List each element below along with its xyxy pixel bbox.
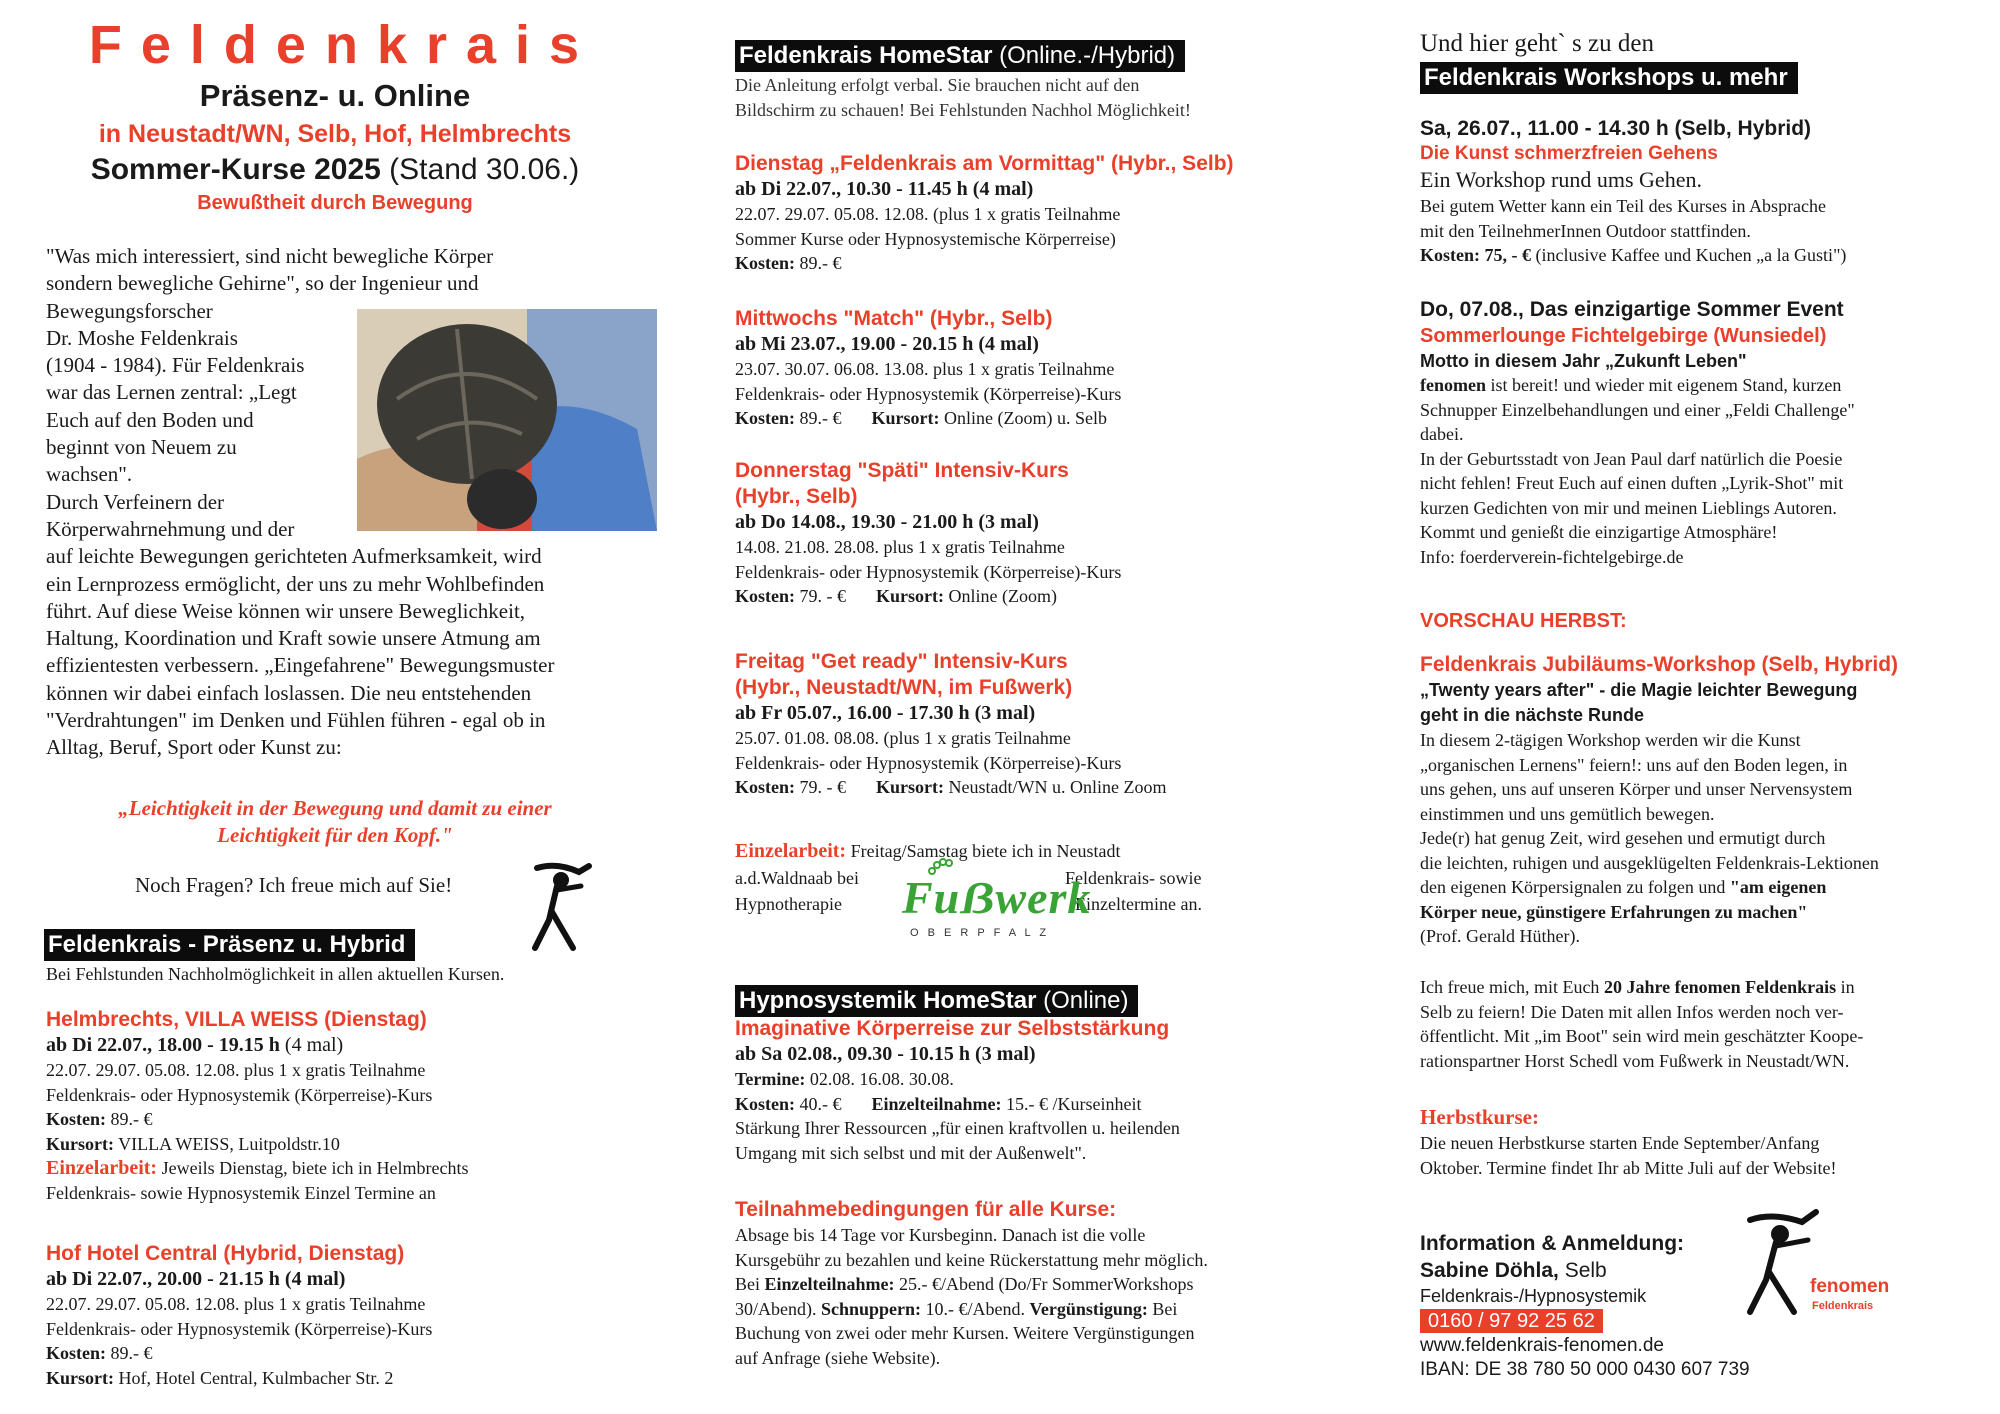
course-cost-place <box>735 775 1166 800</box>
course-helmbrechts <box>46 1007 469 1205</box>
intro-line: Alltag, Beruf, Sport oder Kunst zu: <box>46 735 342 760</box>
note-line: Bildschirm zu schauen! Bei Fehlstunden Nachhol Möglichkeit! <box>735 99 1191 120</box>
workshop-line: In der Geburtsstadt von Jean Paul darf natürlich die Poesie <box>1420 448 1843 469</box>
iban: IBAN: DE 38 780 50 000 0430 607 739 <box>1420 1359 1750 1380</box>
intro-line: "Was mich interessiert, sind nicht bewegliche Körper <box>46 244 494 268</box>
course-type: Feldenkrais- oder Hypnosystemik (Körperreise)-Kurs <box>46 1084 433 1105</box>
place-label: Kursort: <box>876 777 944 797</box>
workshop-line <box>1420 875 1898 900</box>
course-start: ab Do 14.08., 19.30 - 21.00 h (3 mal) <box>735 511 1039 533</box>
quote <box>0 795 670 849</box>
course-start: ab Fr 05.07., 16.00 - 17.30 h (3 mal) <box>735 702 1036 724</box>
workshop-sub: geht in die nächste Runde <box>1420 705 1645 725</box>
terms-text: Bei <box>1147 1298 1178 1319</box>
fusswerk-wordmark: Fuẞwerk <box>902 872 1092 923</box>
fusswerk-sub: O B E R P F A L Z <box>910 927 1050 939</box>
course-type: Feldenkrais- oder Hypnosystemik (Körperreise)-Kurs <box>735 561 1122 582</box>
anniversary <box>1420 975 1863 1073</box>
fenomen-logo <box>1742 1208 1902 1330</box>
workshop-line: kurzen Gedichten von mir und meinen Lieblings Autoren. <box>1420 497 1837 518</box>
intro-line: Euch auf den Boden und <box>46 407 254 432</box>
place-label: Kursort: <box>876 586 944 606</box>
contact-block <box>1420 1230 1750 1382</box>
cost-value: 89.- € <box>106 1343 153 1363</box>
intro-line: "Verdrahtungen" im Denken und Fühlen führen - egal ob in <box>46 708 546 733</box>
intro-line: können wir dabei einfach loslassen. Die neu entstehenden <box>46 680 532 705</box>
bar-workshops-label: Feldenkrais Workshops u. mehr <box>1420 62 1798 94</box>
bar-plain: (Online.-/Hybrid) <box>992 42 1176 69</box>
dates-value: 02.08. 16.08. 30.08. <box>805 1069 954 1089</box>
cost-value: (inclusive Kaffee und Kuchen „a la Gusti") <box>1531 245 1847 265</box>
workshop-sub: „Twenty years after" - die Magie leichter Bewegung <box>1420 680 1858 700</box>
course-type: Feldenkrais- oder Hypnosystemik (Körperreise)-Kurs <box>735 752 1122 773</box>
quote-line: „Leichtigkeit in der Bewegung und damit zu einer <box>118 796 552 820</box>
terms-bold: Schnuppern: <box>820 1298 922 1319</box>
fenomen-sub: Feldenkrais <box>1812 1300 1874 1312</box>
workshop-line: Körper neue, günstigere Erfahrungen zu machen" <box>1420 901 1808 922</box>
anniv-line: Selb zu feiern! Die Daten mit allen Infos werden noch ver- <box>1420 1001 1844 1022</box>
single-value-2: Feldenkrais- sowie Hypnosystemik Einzel Termine an <box>46 1182 436 1203</box>
course-start <box>46 1033 469 1058</box>
course-start: ab Mi 23.07., 19.00 - 20.15 h (4 mal) <box>735 333 1039 355</box>
preview-heading: VORSCHAU HERBST: <box>1420 610 1627 632</box>
fusswerk-logo <box>892 857 1092 943</box>
intro-line: wachsen". <box>46 462 133 487</box>
workshop-motto: Motto in diesem Jahr „Zukunft Leben" <box>1420 351 1747 371</box>
course-dates: 22.07. 29.07. 05.08. 12.08. plus 1 x gratis Teilnahme <box>46 1294 426 1314</box>
intro-line: auf leichte Bewegungen gerichteten Aufmerksamkeit, wird <box>46 544 542 569</box>
workshop-sub: Sommerlounge Fichtelgebirge (Wunsiedel) <box>1420 325 1827 347</box>
course-dates: 14.08. 21.08. 28.08. plus 1 x gratis Teilnahme <box>735 537 1065 557</box>
course-place <box>46 1132 469 1157</box>
section-bar-praesenz <box>44 929 415 961</box>
course-heading-2: (Hybr., Selb) <box>735 485 858 508</box>
bar-homestar-label <box>735 40 1185 72</box>
workshop-heading: Feldenkrais Jubiläums-Workshop (Selb, Hybrid) <box>1420 653 1899 676</box>
jubilaeum-workshop <box>1420 652 1898 949</box>
cost-value: 40.- € <box>795 1093 842 1114</box>
dates-label: Termine: <box>735 1069 806 1089</box>
cost-value: 79. - € <box>795 586 846 606</box>
single-label: Einzelteilnahme: <box>871 1093 1002 1114</box>
cost-label: Kosten: <box>735 253 795 273</box>
place-label: Kursort: <box>871 408 940 428</box>
einzel-line-3b: Einzeltermine an. <box>1075 894 1202 914</box>
cost-label: Kosten: <box>735 586 795 606</box>
course-donnerstag <box>735 458 1121 609</box>
cost-label: Kosten: 75, - € <box>1420 245 1531 265</box>
course-start-bold: ab Di 22.07., 18.00 - 19.15 h <box>46 1034 280 1056</box>
cost-label: Kosten: <box>46 1343 106 1363</box>
course-place <box>46 1366 432 1391</box>
einzel-line-3a: Hypnotherapie <box>735 894 842 914</box>
autumn-heading: Herbstkurse: <box>1420 1105 1539 1129</box>
workshop-gehen <box>1420 116 1846 268</box>
einzel-text: Freitag/Samstag biete ich in Neustadt <box>846 841 1121 861</box>
course-hof <box>46 1241 432 1390</box>
course-heading: Hof Hotel Central (Hybrid, Dienstag) <box>46 1242 405 1265</box>
workshop-sommerlounge <box>1420 297 1855 569</box>
workshop-line: Ein Workshop rund ums Gehen. <box>1420 167 1702 192</box>
workshop-line: Info: foerderverein-fichtelgebirge.de <box>1420 546 1684 567</box>
course-heading: Donnerstag "Späti" Intensiv-Kurs <box>735 459 1069 482</box>
course-dates: 22.07. 29.07. 05.08. 12.08. plus 1 x gratis Teilnahme <box>46 1060 426 1080</box>
course-cost <box>46 1341 432 1366</box>
workshop-text: den eigenen Körpersignalen zu folgen und <box>1420 877 1730 897</box>
course-heading: Freitag "Get ready" Intensiv-Kurs <box>735 650 1068 673</box>
cost-value: 79. - € <box>795 777 846 797</box>
course-cost <box>735 251 1234 276</box>
workshops-intro: Und hier geht` s zu den <box>1420 30 1654 57</box>
subtitle: Präsenz- u. Online <box>199 78 471 113</box>
bar-plain: (Online) <box>1036 987 1129 1014</box>
bar-hypnosystemik <box>735 985 1138 1017</box>
season-line <box>0 153 670 187</box>
course-start-plain: (4 mal) <box>279 1034 344 1056</box>
intro-line: Durch Verfeinern der <box>46 489 225 514</box>
course-cost-place <box>735 584 1121 609</box>
course-freitag <box>735 649 1166 800</box>
workshop-line: die leichten, ruhigen und ausgeklügelten Feldenkrais-Lektionen <box>1420 852 1879 873</box>
locations: in Neustadt/WN, Selb, Hof, Helmbrechts <box>98 120 572 148</box>
phone-number[interactable]: 0160 / 97 92 25 62 <box>1420 1309 1603 1333</box>
place-label: Kursort: <box>46 1133 114 1154</box>
questions-text: Noch Fragen? Ich freue mich auf Sie! <box>135 873 453 897</box>
intro-line: Bewegungsforscher <box>46 298 213 323</box>
anniv-line: rationspartner Horst Schedl vom Fußwerk in Neustadt/WN. <box>1420 1050 1850 1071</box>
course-dates: 22.07. 29.07. 05.08. 12.08. (plus 1 x gratis Teilnahme <box>735 204 1121 224</box>
brand-bold: fenomen <box>1420 375 1486 395</box>
workshop-sub: Die Kunst schmerzfreien Gehens <box>1420 143 1718 164</box>
contact-heading: Information & Anmeldung: <box>1420 1232 1685 1255</box>
season-bold: Sommer-Kurse 2025 <box>90 153 381 186</box>
terms-line: Kursgebühr zu bezahlen und keine Rückerstattung mehr möglich. <box>735 1249 1208 1270</box>
course-heading: Imaginative Körperreise zur Selbststärkung <box>735 1017 1170 1040</box>
place-value: Hof, Hotel Central, Kulmbacher Str. 2 <box>113 1367 394 1388</box>
course-desc: Umgang mit sich selbst und mit der Außenwelt". <box>735 1142 1087 1163</box>
course-dienstag <box>735 151 1234 276</box>
intro-line: sondern bewegliche Gehirne", so der Ingenieur und <box>46 271 479 296</box>
course-start: ab Di 22.07., 20.00 - 21.15 h (4 mal) <box>46 1268 346 1290</box>
place-label: Kursort: <box>46 1367 114 1388</box>
workshop-line: Schnupper Einzelbehandlungen und einer „Feldi Challenge" <box>1420 399 1855 420</box>
bar-homestar <box>735 40 1185 72</box>
course-heading: Mittwochs "Match" (Hybr., Selb) <box>735 307 1053 330</box>
course-cost <box>735 1092 1180 1117</box>
course-type: Sommer Kurse oder Hypnosystemische Körperreise) <box>735 228 1116 249</box>
football-photo <box>357 309 657 531</box>
terms-text: 10.- €/Abend. <box>921 1298 1030 1319</box>
bar-hypno-label <box>735 985 1138 1017</box>
course-dates: 23.07. 30.07. 06.08. 13.08. plus 1 x gratis Teilnahme <box>735 359 1115 379</box>
anniv-text: in <box>1836 977 1855 997</box>
fenomen-wordmark: fenomen <box>1810 1276 1890 1297</box>
intro-line: führt. Auf diese Weise können wir unsere Beweglichkeit, <box>46 598 526 623</box>
workshop-text: ist bereit! und wieder mit eigenem Stand, kurzen <box>1486 375 1842 395</box>
einzel-line-2a: a.d.Waldnaab bei <box>735 868 859 888</box>
terms-line: Absage bis 14 Tage vor Kursbeginn. Danach ist die volle <box>735 1225 1146 1245</box>
photo-art <box>357 309 657 531</box>
terms-bold: Vergünstigung: <box>1029 1298 1148 1319</box>
course-cost-place <box>735 406 1121 431</box>
single-value: Jeweils Dienstag, biete ich in Helmbrechts <box>157 1158 469 1178</box>
workshop-line: uns gehen, uns auf unseren Körper und unser Nervensystem <box>1420 779 1853 799</box>
intro-line: effizientesten verbessern. „Eingefahrene" Bewegungsmuster <box>46 653 555 678</box>
workshop-line: In diesem 2-tägigen Workshop werden wir die Kunst <box>1420 730 1801 750</box>
workshop-line: „organischen Lernens" feiern!: uns auf den Boden legen, in <box>1420 754 1848 775</box>
note-line: Die Anleitung erfolgt verbal. Sie brauchen nicht auf den <box>735 75 1140 95</box>
autumn-courses <box>1420 1104 1837 1180</box>
bar-bold: Feldenkrais HomeStar <box>739 42 993 69</box>
workshop-line: mit den TeilnehmerInnen Outdoor stattfinden. <box>1420 220 1751 241</box>
workshop-line: nicht fehlen! Freut Euch auf einen duften „Lyrik-Shot" mit <box>1420 473 1844 493</box>
terms-line: auf Anfrage (siehe Website). <box>735 1347 941 1368</box>
course-heading: Helmbrechts, VILLA WEISS (Dienstag) <box>46 1008 427 1031</box>
terms-text: 30/Abend). <box>735 1298 821 1319</box>
workshop-heading: Do, 07.08., Das einzigartige Sommer Event <box>1420 298 1844 321</box>
course-mittwoch <box>735 306 1121 431</box>
cost-label: Kosten: <box>735 1093 795 1114</box>
cost-label: Kosten: <box>735 408 795 428</box>
place-value: Online (Zoom) <box>943 586 1057 606</box>
workshop-line: Bei gutem Wetter kann ein Teil des Kurses in Absprache <box>1420 196 1827 216</box>
workshop-line: einstimmen und uns gemütlich bewegen. <box>1420 803 1715 824</box>
terms-line: Buchung von zwei oder mehr Kursen. Weitere Vergünstigungen <box>735 1323 1195 1343</box>
workshop-cost <box>1420 243 1846 268</box>
hypno-course <box>735 1016 1180 1165</box>
workshop-line: Kommt und genießt die einzigartige Atmosphäre! <box>1420 522 1778 542</box>
anniv-text: Ich freue mich, mit Euch <box>1420 977 1604 997</box>
workshop-heading: Sa, 26.07., 11.00 - 14.30 h (Selb, Hybrid) <box>1420 117 1812 140</box>
website-link[interactable]: www.feldenkrais-fenomen.de <box>1420 1335 1664 1356</box>
course-type: Feldenkrais- oder Hypnosystemik (Körperreise)-Kurs <box>46 1318 433 1339</box>
anniv-line: öffentlicht. Mit „im Boot" sein wird mein geschätzter Koope- <box>1420 1026 1864 1046</box>
workshop-line: (Prof. Gerald Hüther). <box>1420 926 1580 946</box>
single-value: 15.- € /Kurseinheit <box>1001 1093 1142 1114</box>
terms <box>735 1197 1208 1370</box>
terms-text: Bei <box>735 1274 765 1294</box>
terms-line <box>735 1272 1208 1297</box>
course-heading: Dienstag „Feldenkrais am Vormittag" (Hybr., Selb) <box>735 152 1234 175</box>
contact-city: Selb <box>1558 1259 1607 1282</box>
intro-line: ein Lernprozess ermöglicht, der uns zu mehr Wohlbefinden <box>46 571 545 596</box>
cost-label: Kosten: <box>735 777 795 797</box>
place-value: Online (Zoom) u. Selb <box>939 408 1107 428</box>
course-start: ab Di 22.07., 10.30 - 11.45 h (4 mal) <box>735 178 1034 200</box>
einzel-label: Einzelarbeit: <box>735 840 847 862</box>
cost-value: 89.- € <box>795 408 842 428</box>
intro-line: (1904 - 1984). Für Feldenkrais <box>46 353 305 378</box>
course-heading-2: (Hybr., Neustadt/WN, im Fußwerk) <box>735 676 1073 699</box>
quote-line: Leichtigkeit für den Kopf." <box>217 823 453 847</box>
workshop-line: dabei. <box>1420 424 1464 444</box>
course-dates <box>735 1067 1180 1092</box>
course-desc: Stärkung Ihrer Ressourcen „für einen kraftvollen u. heilenden <box>735 1118 1180 1138</box>
figure-logo-icon <box>527 860 597 952</box>
place-value: Neustadt/WN u. Online Zoom <box>943 777 1167 797</box>
course-dates: 25.07. 01.08. 08.08. (plus 1 x gratis Teilnahme <box>735 728 1071 748</box>
terms-bold: Einzelteilnahme: <box>764 1274 895 1294</box>
workshop-line <box>1420 373 1855 398</box>
cost-value: 89.- € <box>106 1109 153 1129</box>
terms-heading: Teilnahmebedingungen für alle Kurse: <box>735 1198 1117 1221</box>
workshop-bold: "am eigenen <box>1729 877 1827 897</box>
homestar-note <box>735 73 1191 122</box>
season-status: (Stand 30.06.) <box>380 153 580 186</box>
single-session <box>46 1156 469 1181</box>
bar-bold: Hypnosystemik HomeStar <box>739 987 1037 1014</box>
course-cost <box>46 1107 469 1132</box>
workshop-line: Jede(r) hat genug Zeit, wird gesehen und ermutigt durch <box>1420 828 1826 848</box>
intro-line: Dr. Moshe Feldenkrais <box>46 325 238 350</box>
tagline: Bewußtheit durch Bewegung <box>197 192 473 214</box>
bar-workshops <box>1420 62 1798 94</box>
place-value: VILLA WEISS, Luitpoldstr.10 <box>113 1133 340 1154</box>
autumn-line: Die neuen Herbstkurse starten Ende September/Anfang <box>1420 1133 1820 1153</box>
section-bar-label: Feldenkrais - Präsenz u. Hybrid <box>44 929 415 961</box>
intro-line: war das Lernen zentral: „Legt <box>46 380 297 405</box>
anniv-bold: 20 Jahre fenomen Feldenkrais <box>1603 977 1837 997</box>
cost-label: Kosten: <box>46 1109 106 1129</box>
contact-role: Feldenkrais-/Hypnosystemik <box>1420 1286 1647 1306</box>
terms-line <box>735 1297 1208 1322</box>
contact-name <box>1420 1257 1750 1284</box>
page-title: F e l d e n k r a i s <box>88 15 582 75</box>
single-label: Einzelarbeit: <box>46 1157 158 1179</box>
intro-line: beginnt von Neuem zu <box>46 435 237 460</box>
einzel-line-2b: Feldenkrais- sowie <box>1065 868 1202 888</box>
autumn-line: Oktober. Termine findet Ihr ab Mitte Juli auf der Website! <box>1420 1157 1837 1178</box>
anniv-line <box>1420 975 1863 1000</box>
section-note: Bei Fehlstunden Nachholmöglichkeit in allen aktuellen Kursen. <box>46 964 505 984</box>
course-type: Feldenkrais- oder Hypnosystemik (Körperreise)-Kurs <box>735 383 1122 404</box>
cost-value: 89.- € <box>795 253 842 273</box>
terms-text: 25.- €/Abend (Do/Fr SommerWorkshops <box>894 1274 1194 1294</box>
intro-line: Körperwahrnehmung und der <box>46 516 295 541</box>
contact-name-bold: Sabine Döhla, <box>1420 1259 1559 1282</box>
course-start: ab Sa 02.08., 09.30 - 10.15 h (3 mal) <box>735 1043 1036 1065</box>
intro-line: Haltung, Koordination und Kraft sowie unsere Atmung am <box>46 626 541 651</box>
